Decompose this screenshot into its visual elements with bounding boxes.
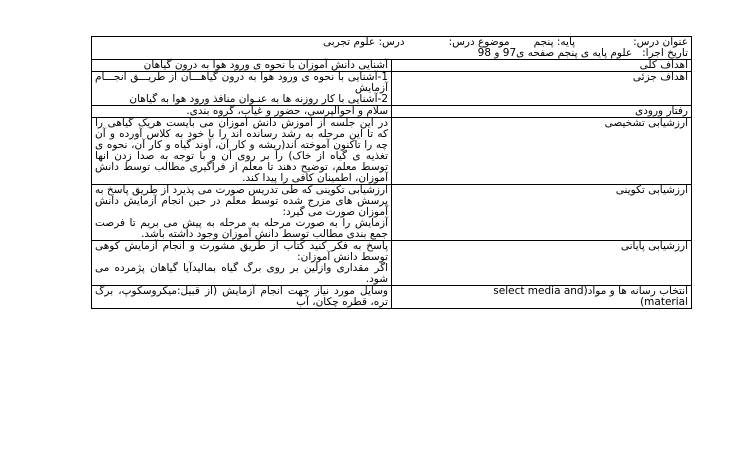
row-label: اهداف کلی	[392, 60, 692, 72]
row-content	[92, 106, 392, 118]
content-paragraph: در این جلسه از آموزش دانش آموزان می بایست هریک گیاهی را که تا این مرحله به رشد رسانده اند را با خود به کلاس آورده و آن چه را تاکنون آموخته اند(ریشه و کار آن، آوند گیاه و کار آن، نحوه ی تغذیه ی گیاه از خاک) را بر روی آن و با توجه به صدا زدن انها توسط معلم، توضیح دهند تا معلم از فراگیری مطالب توسط دانش آموزان، اطمینان کافی را پیدا کند.	[95, 117, 388, 184]
lesson-title-label: عنوان درس:	[633, 37, 688, 48]
date-label: تاریخ اجرا:	[642, 48, 688, 59]
lesson-plan-table	[91, 36, 692, 309]
table-row	[92, 106, 692, 118]
media-label-fa: انتخاب رسانه ها و مواد(	[583, 285, 688, 297]
topic-label: موضوع درس:	[448, 37, 510, 48]
row-content	[92, 118, 392, 185]
content-paragraph: ارزشیابی تکوینی که طی تدریس صورت می پذیرد از طریق پاسخ به پرسش های مزرج شده توسط معلم در حین انجام آزمایش دانش آموزان صورت می گیرد:	[95, 184, 388, 218]
row-content	[92, 185, 392, 241]
header-line-2	[95, 48, 688, 59]
media-label-line-2	[395, 297, 688, 308]
table-row	[92, 60, 692, 72]
content-paragraph: 1-آشنایی با نحوه ی ورود هوا به درون گیاهـــان از طریـــق انجـــام آزمایش	[95, 71, 388, 94]
row-content	[92, 60, 392, 72]
table-row	[92, 185, 692, 241]
content-paragraph: آشنایی دانش آموزان با نحوه ی ورود هوا به درون گیاهان	[143, 59, 388, 71]
header-row	[92, 37, 692, 60]
table-row	[92, 286, 692, 309]
content-paragraph: سلام و احوالپرسی، حضور و غیاب، گروه بندی.	[186, 105, 388, 117]
content-paragraph: پاسخ به فکر کنید کتاب از طریق مشورت و انجام آزمایش کوهی توسط دانش آموزان:	[95, 240, 388, 263]
book-reference: علوم پایه ی پنجم صفحه ی97 و 98	[477, 48, 633, 59]
row-content	[92, 72, 392, 106]
grade-text: پایه: پنجم	[533, 37, 576, 48]
row-label: اهداف جزئی	[392, 72, 692, 106]
content-paragraph: وسایل مورد نیاز جهت انجام آزمایش (از قبیل:میکروسکوپ، برگ تره، قطره چکان، آب	[95, 285, 388, 308]
media-label-en-2: (material	[640, 296, 688, 308]
row-label: ارزشیابی پایانی	[392, 241, 692, 286]
header-cell	[92, 37, 692, 60]
media-label-en: select media and	[493, 285, 584, 297]
row-label	[392, 286, 692, 309]
table-row	[92, 241, 692, 286]
row-content	[92, 241, 392, 286]
row-label: ارزشیابی تکوینی	[392, 185, 692, 241]
header-line-1	[95, 37, 688, 48]
subject-text: درس: علوم تجربی	[322, 37, 405, 48]
content-paragraph: 2-آشنایی با کار روزنه ها به عنـوان منافذ ورود هوا به گیاهان	[129, 93, 388, 105]
content-paragraph: آزمایش را به صورت مرحله به مرحله به پیش می بریم تا فرصت جمع بندی مطالب توسط دانش آموزان وجود داشته باشد.	[95, 217, 388, 240]
row-content	[92, 286, 392, 309]
row-label: ارزشیابی تشخیصی	[392, 118, 692, 185]
content-paragraph: اگر مقداری وازلین بر روی برگ گیاه بمالیدآیا گیاهان پژمرده می شود.	[95, 262, 388, 285]
table-row	[92, 118, 692, 185]
row-label: رفتار ورودی	[392, 106, 692, 118]
table-row	[92, 72, 692, 106]
